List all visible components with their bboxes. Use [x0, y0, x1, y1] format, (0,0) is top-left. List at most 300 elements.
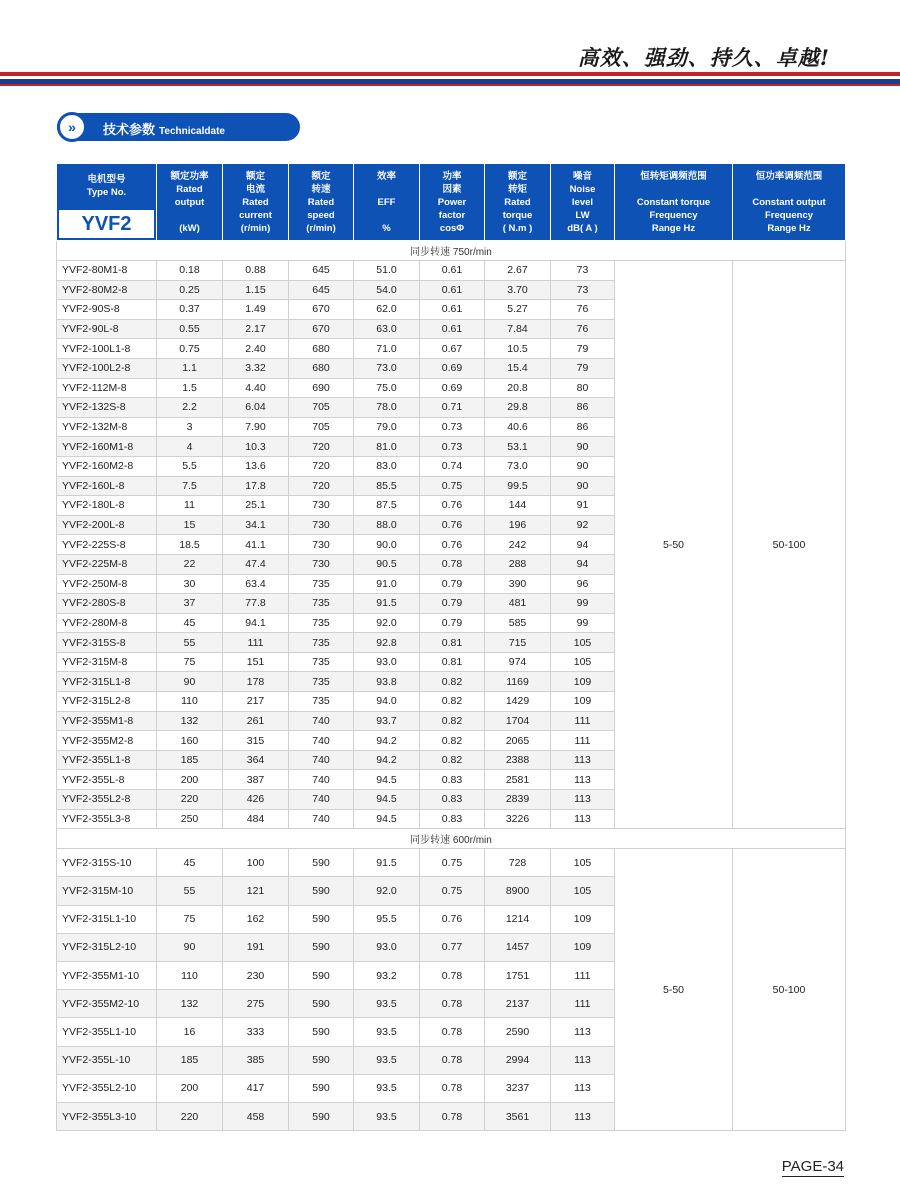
cell-efficiency: 81.0 — [354, 437, 420, 457]
cell-noise-level: 80 — [551, 378, 615, 398]
section-title — [103, 119, 225, 138]
cell-noise-level: 113 — [551, 809, 615, 829]
cell-noise-level: 113 — [551, 790, 615, 810]
cell-rated-output: 2.2 — [157, 398, 223, 418]
cell-efficiency: 94.5 — [354, 809, 420, 829]
cell-noise-level: 99 — [551, 613, 615, 633]
cell-rated-torque: 974 — [485, 652, 551, 672]
cell-rated-output: 37 — [157, 594, 223, 614]
cell-rated-speed: 670 — [289, 319, 354, 339]
cell-type-no: YVF2-355L2-10 — [57, 1074, 157, 1102]
cell-rated-torque: 481 — [485, 594, 551, 614]
cell-efficiency: 92.0 — [354, 877, 420, 905]
cell-noise-level: 86 — [551, 417, 615, 437]
cell-efficiency: 93.0 — [354, 652, 420, 672]
cell-type-no: YVF2-225S-8 — [57, 535, 157, 555]
cell-rated-current: 94.1 — [223, 613, 289, 633]
cell-rated-output: 30 — [157, 574, 223, 594]
cell-rated-current: 2.40 — [223, 339, 289, 359]
cell-type-no: YVF2-200L-8 — [57, 515, 157, 535]
cell-type-no: YVF2-315L1-8 — [57, 672, 157, 692]
header-type: 电机型号 Type No. YVF2 — [57, 164, 157, 241]
cell-rated-torque: 390 — [485, 574, 551, 594]
cell-noise-level: 113 — [551, 1074, 615, 1102]
cell-type-no: YVF2-132M-8 — [57, 417, 157, 437]
cell-rated-speed: 705 — [289, 417, 354, 437]
cell-power-factor: 0.76 — [420, 535, 485, 555]
cell-efficiency: 93.5 — [354, 1102, 420, 1130]
cell-rated-torque: 715 — [485, 633, 551, 653]
cell-power-factor: 0.79 — [420, 613, 485, 633]
cell-rated-torque: 1704 — [485, 711, 551, 731]
cell-power-factor: 0.73 — [420, 437, 485, 457]
cell-rated-torque: 2994 — [485, 1046, 551, 1074]
cell-rated-current: 178 — [223, 672, 289, 692]
cell-rated-output: 185 — [157, 750, 223, 770]
speed-section-label: 同步转速 600r/min — [57, 829, 846, 849]
cell-rated-output: 22 — [157, 554, 223, 574]
cell-rated-speed: 735 — [289, 652, 354, 672]
cell-power-factor: 0.61 — [420, 280, 485, 300]
cell-constant-torque-range: 5-50 — [615, 849, 733, 1131]
cell-power-factor: 0.78 — [420, 1046, 485, 1074]
cell-noise-level: 92 — [551, 515, 615, 535]
cell-rated-output: 0.18 — [157, 261, 223, 281]
cell-rated-current: 100 — [223, 849, 289, 877]
cell-rated-torque: 728 — [485, 849, 551, 877]
cell-efficiency: 93.5 — [354, 990, 420, 1018]
cell-rated-torque: 196 — [485, 515, 551, 535]
cell-rated-current: 230 — [223, 961, 289, 989]
cell-noise-level: 99 — [551, 594, 615, 614]
cell-efficiency: 92.8 — [354, 633, 420, 653]
cell-type-no: YVF2-315S-8 — [57, 633, 157, 653]
cell-rated-output: 55 — [157, 633, 223, 653]
cell-noise-level: 105 — [551, 633, 615, 653]
cell-efficiency: 93.5 — [354, 1018, 420, 1046]
cell-type-no: YVF2-355M1-10 — [57, 961, 157, 989]
cell-efficiency: 87.5 — [354, 496, 420, 516]
cell-rated-torque: 1751 — [485, 961, 551, 989]
cell-power-factor: 0.78 — [420, 554, 485, 574]
cell-rated-speed: 590 — [289, 905, 354, 933]
cell-noise-level: 113 — [551, 770, 615, 790]
cell-rated-current: 458 — [223, 1102, 289, 1130]
cell-rated-current: 41.1 — [223, 535, 289, 555]
cell-noise-level: 90 — [551, 456, 615, 476]
cell-power-factor: 0.75 — [420, 877, 485, 905]
cell-rated-torque: 2590 — [485, 1018, 551, 1046]
cell-rated-output: 90 — [157, 672, 223, 692]
cell-power-factor: 0.82 — [420, 672, 485, 692]
cell-rated-torque: 242 — [485, 535, 551, 555]
cell-noise-level: 111 — [551, 711, 615, 731]
cell-rated-speed: 735 — [289, 692, 354, 712]
cell-efficiency: 63.0 — [354, 319, 420, 339]
cell-power-factor: 0.82 — [420, 692, 485, 712]
cell-rated-speed: 730 — [289, 496, 354, 516]
cell-noise-level: 109 — [551, 692, 615, 712]
cell-rated-output: 110 — [157, 692, 223, 712]
cell-rated-torque: 20.8 — [485, 378, 551, 398]
cell-rated-speed: 740 — [289, 790, 354, 810]
cell-rated-current: 10.3 — [223, 437, 289, 457]
cell-type-no: YVF2-100L2-8 — [57, 358, 157, 378]
cell-efficiency: 79.0 — [354, 417, 420, 437]
cell-rated-speed: 730 — [289, 515, 354, 535]
cell-efficiency: 93.2 — [354, 961, 420, 989]
cell-efficiency: 93.5 — [354, 1046, 420, 1074]
cell-noise-level: 111 — [551, 731, 615, 751]
cell-power-factor: 0.61 — [420, 261, 485, 281]
cell-type-no: YVF2-315L2-8 — [57, 692, 157, 712]
cell-efficiency: 91.0 — [354, 574, 420, 594]
cell-type-no: YVF2-90S-8 — [57, 300, 157, 320]
cell-type-no: YVF2-90L-8 — [57, 319, 157, 339]
cell-rated-current: 1.15 — [223, 280, 289, 300]
cell-type-no: YVF2-160M1-8 — [57, 437, 157, 457]
cell-type-no: YVF2-355L1-10 — [57, 1018, 157, 1046]
cell-type-no: YVF2-160L-8 — [57, 476, 157, 496]
cell-rated-torque: 585 — [485, 613, 551, 633]
cell-rated-output: 75 — [157, 905, 223, 933]
cell-power-factor: 0.82 — [420, 711, 485, 731]
cell-type-no: YVF2-315M-10 — [57, 877, 157, 905]
cell-efficiency: 94.5 — [354, 770, 420, 790]
cell-efficiency: 94.2 — [354, 750, 420, 770]
cell-rated-current: 6.04 — [223, 398, 289, 418]
cell-rated-output: 132 — [157, 711, 223, 731]
cell-rated-torque: 2137 — [485, 990, 551, 1018]
cell-rated-speed: 735 — [289, 613, 354, 633]
cell-power-factor: 0.75 — [420, 849, 485, 877]
cell-efficiency: 93.5 — [354, 1074, 420, 1102]
cell-rated-torque: 2.67 — [485, 261, 551, 281]
cell-rated-output: 3 — [157, 417, 223, 437]
cell-efficiency: 93.8 — [354, 672, 420, 692]
cell-rated-current: 111 — [223, 633, 289, 653]
cell-noise-level: 109 — [551, 905, 615, 933]
double-chevron-right-icon: » — [57, 112, 87, 142]
cell-type-no: YVF2-315M-8 — [57, 652, 157, 672]
cell-power-factor: 0.71 — [420, 398, 485, 418]
cell-noise-level: 105 — [551, 652, 615, 672]
cell-rated-speed: 720 — [289, 476, 354, 496]
cell-noise-level: 90 — [551, 437, 615, 457]
speed-section-label: 同步转速 750r/min — [57, 241, 846, 261]
cell-rated-output: 55 — [157, 877, 223, 905]
cell-rated-speed: 590 — [289, 877, 354, 905]
cell-noise-level: 94 — [551, 535, 615, 555]
cell-rated-output: 110 — [157, 961, 223, 989]
table-body — [57, 241, 846, 1131]
cell-type-no: YVF2-315L1-10 — [57, 905, 157, 933]
cell-rated-torque: 288 — [485, 554, 551, 574]
cell-noise-level: 111 — [551, 990, 615, 1018]
cell-noise-level: 105 — [551, 877, 615, 905]
cell-type-no: YVF2-112M-8 — [57, 378, 157, 398]
cell-rated-current: 191 — [223, 933, 289, 961]
cell-type-no: YVF2-355L1-8 — [57, 750, 157, 770]
cell-power-factor: 0.76 — [420, 496, 485, 516]
cell-type-no: YVF2-225M-8 — [57, 554, 157, 574]
cell-rated-speed: 740 — [289, 809, 354, 829]
cell-efficiency: 54.0 — [354, 280, 420, 300]
cell-rated-current: 2.17 — [223, 319, 289, 339]
cell-type-no: YVF2-315S-10 — [57, 849, 157, 877]
cell-rated-output: 132 — [157, 990, 223, 1018]
header-eff: 效率 EFF % — [354, 164, 420, 241]
cell-rated-output: 75 — [157, 652, 223, 672]
cell-rated-output: 15 — [157, 515, 223, 535]
cell-rated-speed: 730 — [289, 554, 354, 574]
cell-power-factor: 0.69 — [420, 358, 485, 378]
cell-power-factor: 0.76 — [420, 905, 485, 933]
cell-efficiency: 83.0 — [354, 456, 420, 476]
cell-noise-level: 86 — [551, 398, 615, 418]
cell-type-no: YVF2-160M2-8 — [57, 456, 157, 476]
cell-rated-current: 162 — [223, 905, 289, 933]
cell-efficiency: 93.7 — [354, 711, 420, 731]
cell-rated-speed: 680 — [289, 339, 354, 359]
cell-rated-torque: 2581 — [485, 770, 551, 790]
cell-type-no: YVF2-80M2-8 — [57, 280, 157, 300]
cell-type-no: YVF2-355L-10 — [57, 1046, 157, 1074]
cell-noise-level: 113 — [551, 1018, 615, 1046]
cell-power-factor: 0.83 — [420, 770, 485, 790]
cell-rated-current: 387 — [223, 770, 289, 790]
cell-noise-level: 105 — [551, 849, 615, 877]
cell-rated-torque: 8900 — [485, 877, 551, 905]
cell-rated-current: 77.8 — [223, 594, 289, 614]
cell-type-no: YVF2-315L2-10 — [57, 933, 157, 961]
cell-efficiency: 91.5 — [354, 594, 420, 614]
cell-rated-output: 160 — [157, 731, 223, 751]
cell-noise-level: 76 — [551, 319, 615, 339]
cell-rated-speed: 720 — [289, 456, 354, 476]
cell-rated-output: 0.25 — [157, 280, 223, 300]
cell-rated-speed: 590 — [289, 961, 354, 989]
cell-efficiency: 92.0 — [354, 613, 420, 633]
cell-noise-level: 109 — [551, 933, 615, 961]
cell-rated-output: 220 — [157, 790, 223, 810]
cell-rated-speed: 590 — [289, 849, 354, 877]
cell-type-no: YVF2-100L1-8 — [57, 339, 157, 359]
cell-noise-level: 79 — [551, 358, 615, 378]
cell-rated-speed: 670 — [289, 300, 354, 320]
cell-rated-output: 185 — [157, 1046, 223, 1074]
cell-efficiency: 94.0 — [354, 692, 420, 712]
cell-power-factor: 0.74 — [420, 456, 485, 476]
cell-rated-output: 1.1 — [157, 358, 223, 378]
page-number: PAGE-34 — [781, 1158, 844, 1175]
cell-rated-torque: 53.1 — [485, 437, 551, 457]
cell-efficiency: 88.0 — [354, 515, 420, 535]
cell-rated-speed: 720 — [289, 437, 354, 457]
cell-constant-output-range: 50-100 — [733, 261, 846, 829]
cell-rated-current: 217 — [223, 692, 289, 712]
cell-rated-output: 11 — [157, 496, 223, 516]
header-noise: 噪音 Noise level LW dB( A ) — [551, 164, 615, 241]
cell-power-factor: 0.78 — [420, 990, 485, 1018]
cell-efficiency: 85.5 — [354, 476, 420, 496]
cell-rated-speed: 590 — [289, 990, 354, 1018]
cell-noise-level: 113 — [551, 750, 615, 770]
cell-efficiency: 95.5 — [354, 905, 420, 933]
cell-noise-level: 73 — [551, 280, 615, 300]
cell-rated-torque: 2388 — [485, 750, 551, 770]
section-title-en: Technicaldate — [159, 126, 225, 137]
slogan: 高效、强劲、持久、卓越! — [577, 45, 830, 70]
cell-rated-output: 0.75 — [157, 339, 223, 359]
cell-type-no: YVF2-180L-8 — [57, 496, 157, 516]
cell-rated-output: 18.5 — [157, 535, 223, 555]
cell-rated-torque: 1169 — [485, 672, 551, 692]
cell-rated-output: 90 — [157, 933, 223, 961]
cell-rated-output: 220 — [157, 1102, 223, 1130]
cell-noise-level: 113 — [551, 1102, 615, 1130]
section-title-zh: 技术参数 — [103, 122, 156, 137]
cell-efficiency: 90.0 — [354, 535, 420, 555]
cell-rated-output: 0.37 — [157, 300, 223, 320]
cell-efficiency: 75.0 — [354, 378, 420, 398]
header-torque: 额定 转矩 Rated torque ( N.m ) — [485, 164, 551, 241]
cell-power-factor: 0.78 — [420, 1102, 485, 1130]
cell-rated-output: 200 — [157, 1074, 223, 1102]
cell-power-factor: 0.61 — [420, 300, 485, 320]
cell-rated-speed: 740 — [289, 750, 354, 770]
cell-rated-output: 0.55 — [157, 319, 223, 339]
cell-power-factor: 0.83 — [420, 790, 485, 810]
cell-type-no: YVF2-355M1-8 — [57, 711, 157, 731]
cell-rated-current: 63.4 — [223, 574, 289, 594]
cell-type-no: YVF2-355L3-10 — [57, 1102, 157, 1130]
table-header — [57, 164, 846, 241]
cell-rated-torque: 2839 — [485, 790, 551, 810]
header-power-factor: 功率 因素 Power factor cosΦ — [420, 164, 485, 241]
cell-power-factor: 0.81 — [420, 633, 485, 653]
cell-type-no: YVF2-132S-8 — [57, 398, 157, 418]
cell-efficiency: 71.0 — [354, 339, 420, 359]
header-constant-output: 恒功率调频范围 Constant output Frequency Range Hz — [733, 164, 846, 241]
cell-power-factor: 0.82 — [420, 731, 485, 751]
cell-rated-current: 426 — [223, 790, 289, 810]
cell-rated-current: 47.4 — [223, 554, 289, 574]
cell-noise-level: 91 — [551, 496, 615, 516]
cell-rated-output: 7.5 — [157, 476, 223, 496]
header-output: 额定功率 Rated output (kW) — [157, 164, 223, 241]
cell-rated-current: 364 — [223, 750, 289, 770]
cell-rated-current: 7.90 — [223, 417, 289, 437]
cell-type-no: YVF2-355M2-10 — [57, 990, 157, 1018]
cell-rated-torque: 7.84 — [485, 319, 551, 339]
cell-power-factor: 0.79 — [420, 574, 485, 594]
cell-rated-output: 16 — [157, 1018, 223, 1046]
model-series-title: YVF2 — [59, 208, 154, 238]
cell-rated-current: 333 — [223, 1018, 289, 1046]
cell-rated-torque: 29.8 — [485, 398, 551, 418]
cell-efficiency: 93.0 — [354, 933, 420, 961]
cell-rated-torque: 1214 — [485, 905, 551, 933]
cell-power-factor: 0.78 — [420, 1018, 485, 1046]
cell-rated-current: 261 — [223, 711, 289, 731]
cell-rated-speed: 680 — [289, 358, 354, 378]
cell-type-no: YVF2-280S-8 — [57, 594, 157, 614]
cell-rated-current: 0.88 — [223, 261, 289, 281]
cell-efficiency: 90.5 — [354, 554, 420, 574]
cell-type-no: YVF2-80M1-8 — [57, 261, 157, 281]
cell-noise-level: 90 — [551, 476, 615, 496]
cell-rated-output: 45 — [157, 849, 223, 877]
cell-rated-speed: 590 — [289, 1102, 354, 1130]
cell-noise-level: 111 — [551, 961, 615, 989]
cell-rated-torque: 15.4 — [485, 358, 551, 378]
cell-rated-speed: 730 — [289, 535, 354, 555]
cell-rated-current: 17.8 — [223, 476, 289, 496]
cell-noise-level: 113 — [551, 1046, 615, 1074]
cell-rated-speed: 705 — [289, 398, 354, 418]
cell-rated-speed: 690 — [289, 378, 354, 398]
cell-rated-current: 13.6 — [223, 456, 289, 476]
cell-rated-torque: 10.5 — [485, 339, 551, 359]
cell-rated-torque: 3561 — [485, 1102, 551, 1130]
cell-rated-output: 250 — [157, 809, 223, 829]
cell-type-no: YVF2-280M-8 — [57, 613, 157, 633]
cell-rated-current: 34.1 — [223, 515, 289, 535]
cell-rated-speed: 735 — [289, 672, 354, 692]
cell-rated-current: 417 — [223, 1074, 289, 1102]
cell-noise-level: 76 — [551, 300, 615, 320]
cell-rated-torque: 5.27 — [485, 300, 551, 320]
cell-power-factor: 0.77 — [420, 933, 485, 961]
cell-efficiency: 94.2 — [354, 731, 420, 751]
cell-rated-speed: 740 — [289, 770, 354, 790]
cell-rated-current: 4.40 — [223, 378, 289, 398]
cell-power-factor: 0.73 — [420, 417, 485, 437]
cell-rated-current: 121 — [223, 877, 289, 905]
cell-power-factor: 0.75 — [420, 476, 485, 496]
cell-power-factor: 0.76 — [420, 515, 485, 535]
cell-rated-output: 4 — [157, 437, 223, 457]
cell-rated-speed: 590 — [289, 933, 354, 961]
cell-type-no: YVF2-250M-8 — [57, 574, 157, 594]
cell-noise-level: 73 — [551, 261, 615, 281]
cell-rated-speed: 590 — [289, 1018, 354, 1046]
cell-rated-current: 25.1 — [223, 496, 289, 516]
cell-rated-speed: 735 — [289, 594, 354, 614]
cell-noise-level: 96 — [551, 574, 615, 594]
cell-rated-torque: 73.0 — [485, 456, 551, 476]
cell-power-factor: 0.69 — [420, 378, 485, 398]
cell-rated-output: 200 — [157, 770, 223, 790]
cell-type-no: YVF2-355L-8 — [57, 770, 157, 790]
speed-section-row — [57, 829, 846, 849]
cell-rated-speed: 645 — [289, 261, 354, 281]
cell-efficiency: 62.0 — [354, 300, 420, 320]
cell-rated-current: 151 — [223, 652, 289, 672]
cell-efficiency: 73.0 — [354, 358, 420, 378]
cell-power-factor: 0.81 — [420, 652, 485, 672]
table-row — [57, 261, 846, 281]
cell-power-factor: 0.67 — [420, 339, 485, 359]
cell-rated-speed: 590 — [289, 1074, 354, 1102]
cell-rated-torque: 1457 — [485, 933, 551, 961]
cell-power-factor: 0.78 — [420, 1074, 485, 1102]
cell-efficiency: 51.0 — [354, 261, 420, 281]
cell-noise-level: 94 — [551, 554, 615, 574]
cell-rated-torque: 40.6 — [485, 417, 551, 437]
cell-rated-output: 1.5 — [157, 378, 223, 398]
